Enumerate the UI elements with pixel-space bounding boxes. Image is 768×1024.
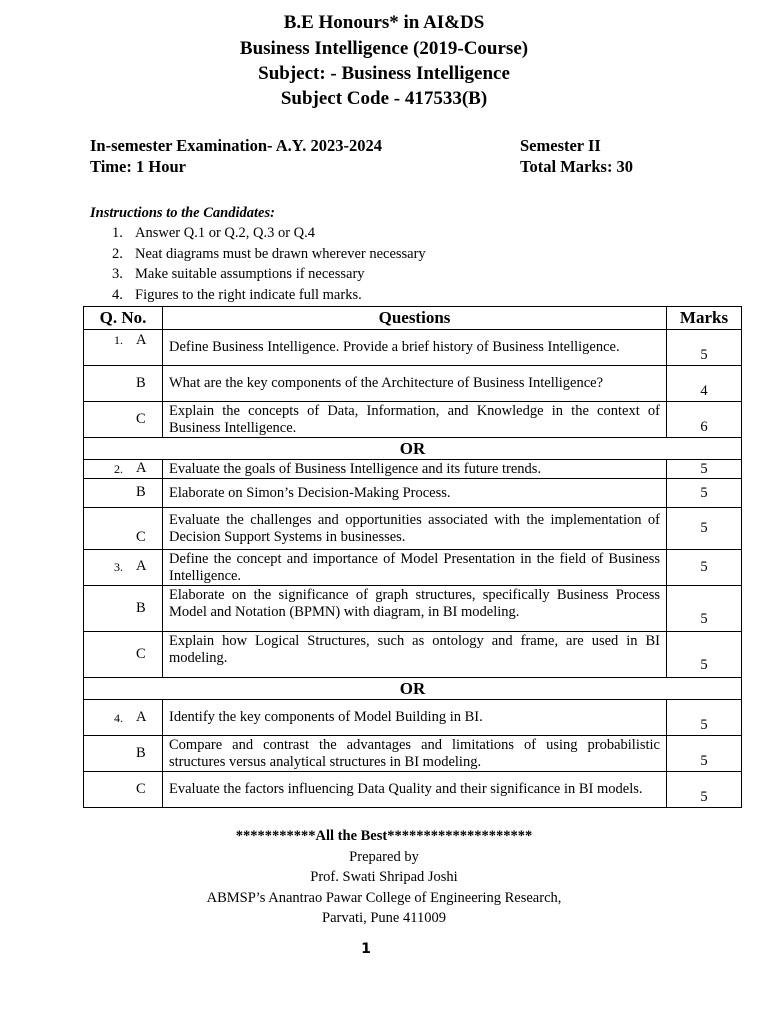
or-separator: OR — [84, 678, 742, 700]
table-row — [84, 772, 742, 808]
table-row — [84, 550, 742, 586]
question-text: Explain how Logical Structures, such as ontology and frame, are used in BI modeling. — [163, 632, 667, 678]
exam-name: In-semester Examination- A.Y. 2023-2024 — [90, 136, 382, 155]
question-number-cell: B — [84, 366, 163, 402]
table-row — [84, 736, 742, 772]
marks-cell: 4 — [667, 366, 742, 402]
best-wishes: ***********All the Best******************** — [235, 828, 533, 844]
question-number-cell: C — [84, 508, 163, 550]
marks-cell: 5 — [667, 586, 742, 632]
question-number-cell: 3. A — [84, 550, 163, 586]
semester: Semester II — [520, 136, 601, 155]
table-row — [84, 479, 742, 508]
subject-code: Subject Code - 417533(B) — [280, 88, 488, 109]
marks-header: Marks — [667, 307, 742, 330]
exam-footer — [0, 826, 768, 929]
table-row — [84, 632, 742, 678]
course-title: Business Intelligence (2019-Course) — [239, 38, 529, 59]
question-number-cell: B — [84, 736, 163, 772]
subject-title: Subject: - Business Intelligence — [258, 63, 510, 84]
table-header-row — [84, 307, 742, 330]
instruction-item: 2. Neat diagrams must be drawn wherever necessary — [112, 245, 426, 262]
prepared-by-label: Prepared by — [349, 848, 419, 865]
marks-cell: 5 — [667, 508, 742, 550]
question-number-cell: C — [84, 632, 163, 678]
question-text: Define the concept and importance of Model Presentation in the field of Business Intelligence. — [163, 550, 667, 586]
question-number-cell: C — [84, 772, 163, 808]
question-text: Compare and contrast the advantages and limitations of using probabilistic structures versus analytical structures in BI modeling. — [163, 736, 667, 772]
question-number-cell: 4. A — [84, 700, 163, 736]
marks-cell: 5 — [667, 772, 742, 808]
or-row — [84, 438, 742, 460]
question-text: Identify the key components of Model Building in BI. — [163, 700, 667, 736]
college-name: ABMSP’s Anantrao Pawar College of Engineering Research, — [206, 889, 562, 906]
exam-header — [0, 10, 768, 111]
question-text: Define Business Intelligence. Provide a brief history of Business Intelligence. — [163, 330, 667, 366]
author-name: Prof. Swati Shripad Joshi — [310, 869, 458, 886]
question-number-cell: B — [84, 586, 163, 632]
marks-cell: 5 — [667, 460, 742, 479]
instructions-title: Instructions to the Candidates: — [90, 205, 275, 221]
instruction-item: 1. Answer Q.1 or Q.2, Q.3 or Q.4 — [112, 225, 316, 241]
marks-cell: 5 — [667, 550, 742, 586]
table-row — [84, 700, 742, 736]
table-row — [84, 402, 742, 438]
marks-cell: 5 — [667, 330, 742, 366]
question-text: What are the key components of the Architecture of Business Intelligence? — [163, 366, 667, 402]
question-number-cell: B — [84, 479, 163, 508]
table-row — [84, 330, 742, 366]
marks-cell: 5 — [667, 700, 742, 736]
question-text: Evaluate the goals of Business Intelligence and its future trends. — [163, 460, 667, 479]
marks-cell: 5 — [667, 736, 742, 772]
table-row — [84, 586, 742, 632]
question-number-cell: C — [84, 402, 163, 438]
exam-time: Time: 1 Hour — [90, 157, 186, 176]
table-row — [84, 366, 742, 402]
question-text: Evaluate the challenges and opportunities associated with the implementation of Decision Support Systems in businesses. — [163, 508, 667, 550]
exam-info — [90, 135, 690, 177]
question-number-cell: 1. A — [84, 330, 163, 366]
college-address: Parvati, Pune 411009 — [322, 910, 446, 927]
program-title: B.E Honours* in AI&DS — [283, 12, 485, 33]
marks-cell: 5 — [667, 632, 742, 678]
table-row — [84, 460, 742, 479]
instruction-item: 3. Make suitable assumptions if necessary — [112, 266, 365, 282]
page-number: 1 — [361, 941, 371, 957]
or-separator: OR — [84, 438, 742, 460]
marks-cell: 5 — [667, 479, 742, 508]
instruction-item: 4. Figures to the right indicate full marks. — [112, 286, 362, 303]
total-marks: Total Marks: 30 — [520, 157, 634, 176]
question-text: Elaborate on the significance of graph structures, specifically Business Process Model and Notation (BPMN) with diagram, in BI modeling. — [163, 586, 667, 632]
question-text: Explain the concepts of Data, Information, and Knowledge in the context of Business Intelligence. — [163, 402, 667, 438]
qno-header: Q. No. — [84, 307, 163, 330]
instructions-list — [90, 223, 690, 305]
question-number-cell: 2. A — [84, 460, 163, 479]
or-row — [84, 678, 742, 700]
question-text: Elaborate on Simon’s Decision-Making Process. — [163, 479, 667, 508]
table-row — [84, 508, 742, 550]
questions-table — [83, 306, 742, 808]
instructions — [90, 203, 690, 305]
questions-header: Questions — [163, 307, 667, 330]
marks-cell: 6 — [667, 402, 742, 438]
question-text: Evaluate the factors influencing Data Quality and their significance in BI models. — [163, 772, 667, 808]
